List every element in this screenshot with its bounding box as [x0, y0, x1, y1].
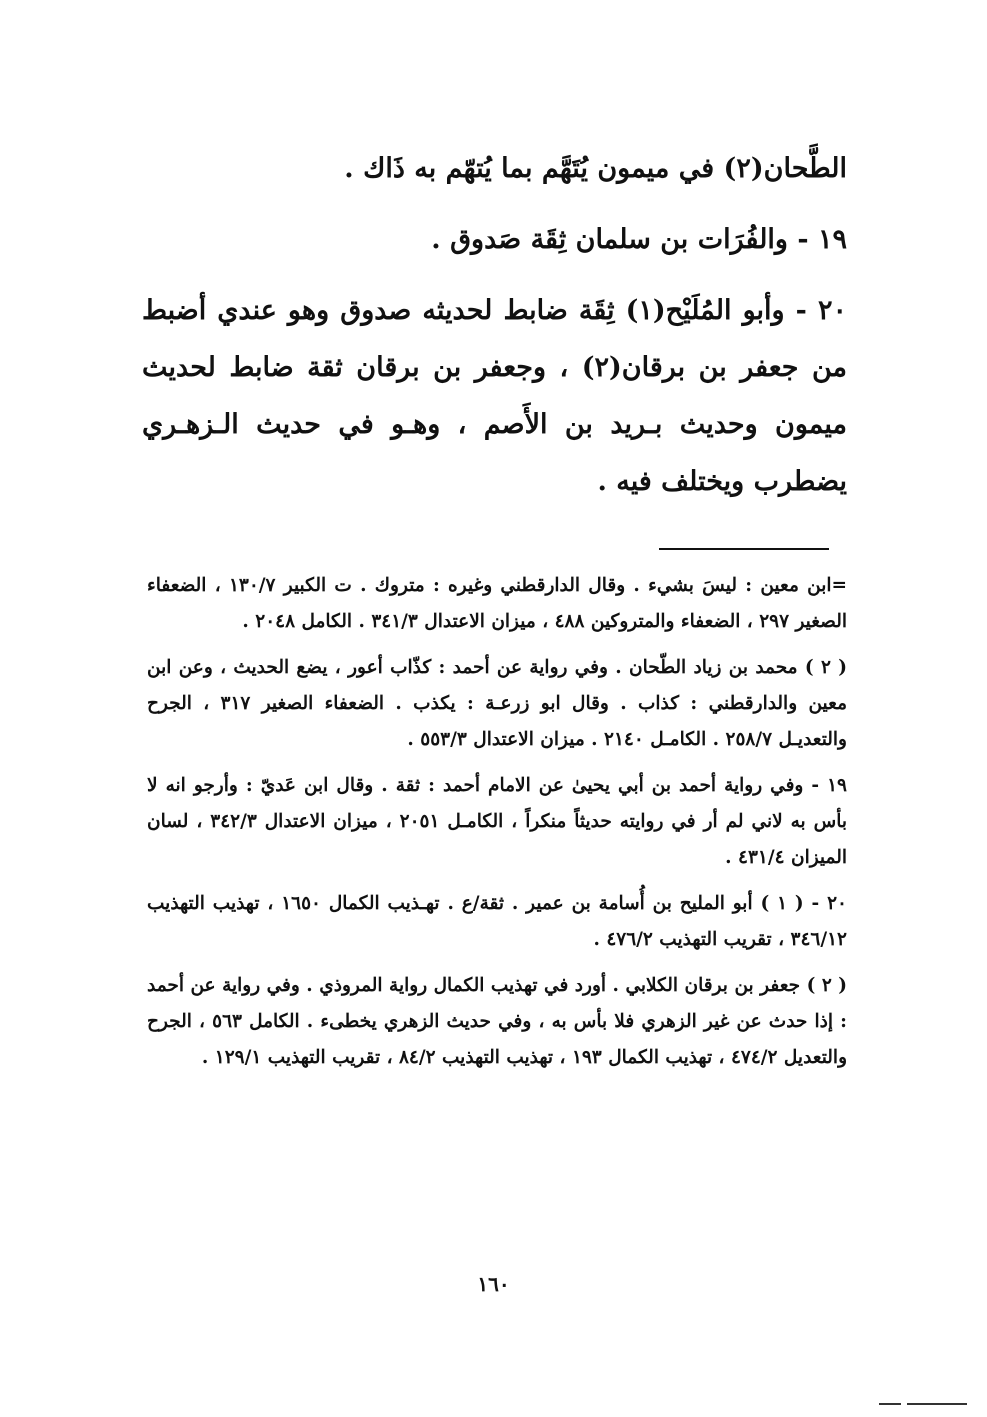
main-paragraph: ٢٠ - وأبو المُلَيْح(١) ثِقَة ضابط لحديثه صدوق وهو عندي أضبط من جعفر بن برقان(٢) ، وجعفر بن برقان ثقة ضابط لحديث ميمون وحديث بـريد بن الأَصم ، وهـو في حديث الـزهـري يضطرب ويختلف فيه . [142, 295, 847, 497]
scan-mark [907, 1403, 967, 1405]
footnote-text: ( ٢ ) جعفر بن برقان الكلابي . أورد في تهذيب الكمال رواية المروذي . وفي رواية عن أحمد : إذا حدث عن غير الزهري فلا بأس به ، وفي حديث الزهري يخطىء . الكامل ٥٦٣ ، الجرح والتعديل ٤٧٤/٢ ، تهذيب الكمال ١٩٣ ، تهذيب التهذيب ٨٤/٢ ، تقريب التهذيب ١٢٩/١ . [147, 975, 847, 1068]
page-number: ١٦٠ [477, 1272, 510, 1296]
footnote [147, 968, 847, 1076]
footnote [147, 650, 847, 758]
footnote-text: =ابن معين : ليسَ بشيء . وقال الدارقطني وغيره : متروك . ت الكبير ١٣٠/٧ ، الضعفاء الصغير ٢٩٧ ، الضعفاء والمتروكين ٤٨٨ ، ميزان الاعتدال ٣٤١/٣ . الكامل ٢٠٤٨ . [147, 575, 847, 632]
main-text [142, 140, 847, 510]
footnote-text: ٢٠ - ( ١ ) أبو المليح بن أُسامة بن عمير . ثقة/ع . تهـذيب الكمال ١٦٥٠ ، تهذيب التهذيب ٣٤٦/١٢ ، تقريب التهذيب ٤٧٦/٢ . [147, 893, 847, 950]
footnote [147, 768, 847, 876]
footnote-separator [659, 548, 829, 550]
main-paragraph: الطَّحان(٢) في ميمون يُتَهَّم بما يُتهّم به ذَاك . [344, 153, 847, 184]
footnote-text: ١٩ - وفي رواية أحمد بن أبي يحيىٰ عن الامام أحمد : ثقة . وقال ابن عَديّ : وأرجو انه لا بأس به لاني لم أر في روايته حديثاً منكراً ، الكامـل ٢٠٥١ ، ميزان الاعتدال ٣٤٢/٣ ، لسان الميزان ٤٣١/٤ . [147, 775, 848, 868]
footnote [147, 886, 847, 958]
scan-mark [879, 1403, 901, 1405]
footnote [147, 568, 847, 640]
footnotes [147, 568, 847, 1086]
footnote-text: ( ٢ ) محمد بن زياد الطّحان . وفي رواية عن أحمد : كذّاب أعور ، يضع الحديث ، وعن ابن معين والدارقطني : كذاب . وقال ابو زرعـة : يكذب . الضعفاء الصغير ٣١٧ ، الجرح والتعديـل ٢٥٨/٧ . الكامـل ٢١٤٠ . ميزان الاعتدال ٥٥٣/٣ . [147, 657, 847, 750]
main-paragraph: ١٩ - والفُرَات بن سلمان ثِقَة صَدوق . [431, 224, 847, 255]
